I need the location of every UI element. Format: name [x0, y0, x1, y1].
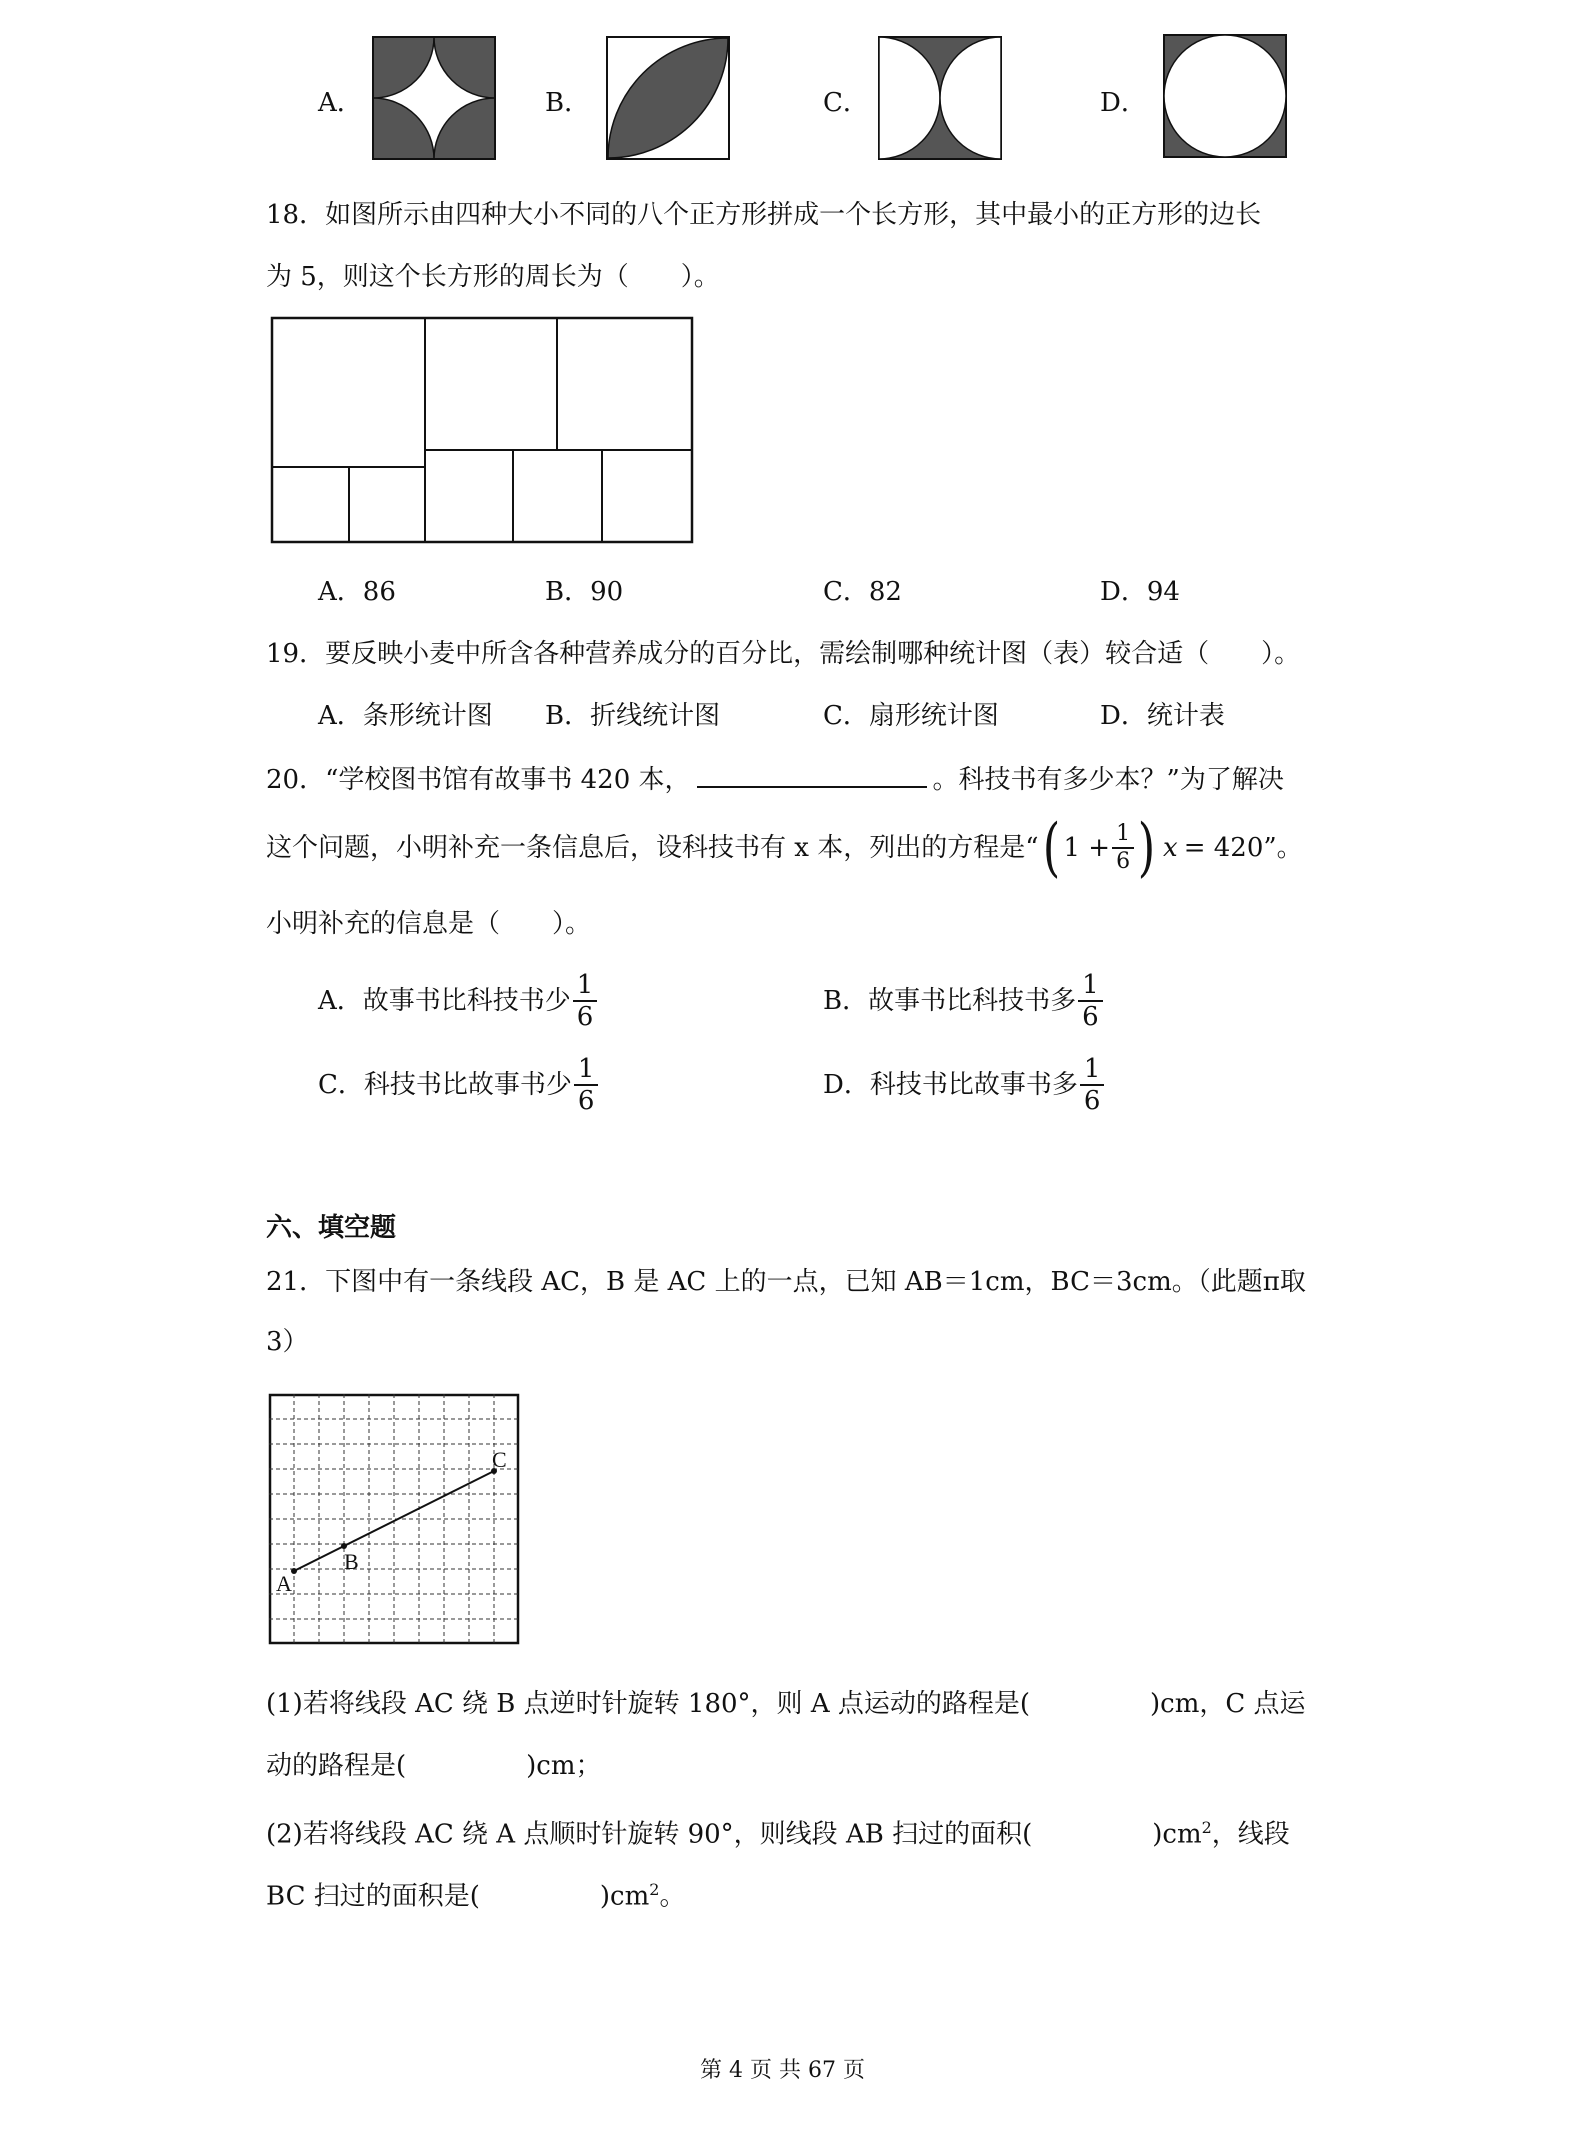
- q20-option-d: [823, 1050, 1104, 1120]
- q17-option-d-label: D．: [1100, 88, 1147, 118]
- q21-stem-line2: 3）: [266, 1327, 309, 1357]
- superscript-two: 2: [1201, 1818, 1212, 1837]
- q20-stem-line3: 小明补充的信息是（ ）。: [266, 909, 592, 939]
- label-c: C: [492, 1447, 507, 1472]
- q21-stem-line1: 21．下图中有一条线段 AC，B 是 AC 上的一点，已知 AB＝1cm，BC＝3cm。（此题π取: [266, 1267, 1306, 1297]
- q20-option-c-fraction: [574, 1054, 599, 1116]
- equation-fraction: [1112, 821, 1134, 875]
- q20-stem-line1-end: 。科技书有多少本？”为了解决: [932, 765, 1284, 795]
- q19-option-c: C．扇形统计图: [823, 701, 999, 731]
- q21-part2-line1: [266, 1811, 1290, 1852]
- q21-grid-figure: [268, 1393, 522, 1647]
- q17-option-c-label: C．: [823, 88, 869, 118]
- q20-option-d-text: D．科技书比故事书多: [823, 1070, 1078, 1100]
- superscript-two: 2: [649, 1880, 660, 1899]
- q20-option-b: [823, 966, 1103, 1036]
- equation-left-paren: (: [1042, 811, 1060, 885]
- q20-option-c-text: C．科技书比故事书少: [318, 1070, 572, 1100]
- q20-answer-blank: [697, 762, 927, 788]
- q18-option-c: C．82: [823, 577, 902, 607]
- q21-part1-line2-start: 动的路程是(: [266, 1751, 407, 1781]
- q20-stem-line2-start: 这个问题，小明补充一条信息后，设科技书有 x 本，列出的方程是“: [266, 833, 1039, 863]
- q20-option-c: [318, 1050, 598, 1120]
- equation-rhs: = 420: [1183, 833, 1264, 863]
- q18-option-d: D．94: [1100, 577, 1180, 607]
- fraction-numerator: 1: [1078, 970, 1103, 1002]
- q20-stem-line1-start: 20．“学校图书馆有故事书 420 本，: [266, 765, 691, 795]
- q21-part1-line2: [266, 1749, 602, 1783]
- q20-option-a-text: A．故事书比科技书少: [318, 986, 571, 1016]
- q18-option-b: B．90: [545, 577, 624, 607]
- q17-option-b-label: B．: [545, 88, 591, 118]
- q21-part1-line2-end: )cm；: [526, 1751, 602, 1781]
- q19-option-d: D．统计表: [1100, 701, 1225, 731]
- q18-stem-line2: 为 5，则这个长方形的周长为（ ）。: [266, 262, 720, 292]
- q21-part2-line2: [266, 1873, 685, 1914]
- fraction-denominator: 6: [1082, 1002, 1099, 1032]
- page-footer: 第 4 页 共 67 页: [700, 2058, 865, 2083]
- q20-option-b-text: B．故事书比科技书多: [823, 986, 1077, 1016]
- q21-part2-line2-end: 。: [659, 1881, 686, 1912]
- q17-figure-a: [372, 36, 496, 160]
- fraction-denominator: 6: [1083, 1086, 1101, 1116]
- equation-one-plus: 1 +: [1063, 833, 1111, 863]
- fraction-denominator: 6: [576, 1002, 594, 1032]
- fraction-numerator: 1: [574, 1054, 599, 1086]
- q18-option-a: A．86: [318, 577, 396, 607]
- section-six-title: 六、填空题: [266, 1213, 397, 1243]
- q17-option-a-label: A．: [318, 88, 363, 118]
- q19-stem: 19．要反映小麦中所含各种营养成分的百分比，需绘制哪种统计图（表）较合适（ ）。: [266, 639, 1301, 669]
- label-a: A: [276, 1571, 292, 1596]
- q17-figure-b: [606, 36, 730, 160]
- q20-equation: [1039, 811, 1264, 885]
- q20-option-a-fraction: [573, 970, 598, 1032]
- q19-option-a: A．条形统计图: [318, 701, 493, 731]
- q20-stem-line2-end: ”。: [1263, 833, 1303, 863]
- q20-option-d-fraction: [1080, 1054, 1105, 1116]
- equation-fraction-numerator: 1: [1112, 821, 1134, 849]
- point-a: [291, 1568, 297, 1574]
- equation-right-paren: ): [1137, 811, 1156, 885]
- q18-stem-line1: 18．如图所示由四种大小不同的八个正方形拼成一个长方形，其中最小的正方形的边长: [266, 200, 1262, 230]
- q20-option-a: [318, 966, 597, 1036]
- q20-stem-line1: [266, 762, 1284, 797]
- q21-part2-line1-end: ，线段: [1211, 1819, 1290, 1850]
- q21-part2-line1-unit: )cm: [1152, 1819, 1202, 1850]
- q21-part2-line2-start: BC 扫过的面积是(: [266, 1881, 480, 1912]
- q19-option-b: B．折线统计图: [545, 701, 721, 731]
- q21-part1-line1-start: (1)若将线段 AC 绕 B 点逆时针旋转 180°，则 A 点运动的路程是(: [266, 1689, 1031, 1719]
- equation-variable: x: [1163, 833, 1178, 863]
- q21-part1-line1-end: )cm，C 点运: [1150, 1689, 1306, 1719]
- q21-part1-line1: [266, 1687, 1306, 1721]
- q20-stem-line2: [266, 811, 1303, 885]
- label-b: B: [344, 1549, 359, 1574]
- q17-figure-c: [878, 36, 1002, 160]
- q18-rectangle-figure: [270, 316, 696, 546]
- q21-part2-line1-start: (2)若将线段 AC 绕 A 点顺时针旋转 90°，则线段 AB 扫过的面积(: [266, 1819, 1033, 1850]
- q17-figure-d: [1163, 34, 1287, 158]
- q21-part2-line2-unit: )cm: [599, 1881, 650, 1912]
- equation-fraction-denominator: 6: [1116, 849, 1131, 874]
- fraction-numerator: 1: [1080, 1054, 1105, 1086]
- fraction-denominator: 6: [577, 1086, 595, 1116]
- fraction-numerator: 1: [573, 970, 598, 1002]
- q20-option-b-fraction: [1078, 970, 1103, 1032]
